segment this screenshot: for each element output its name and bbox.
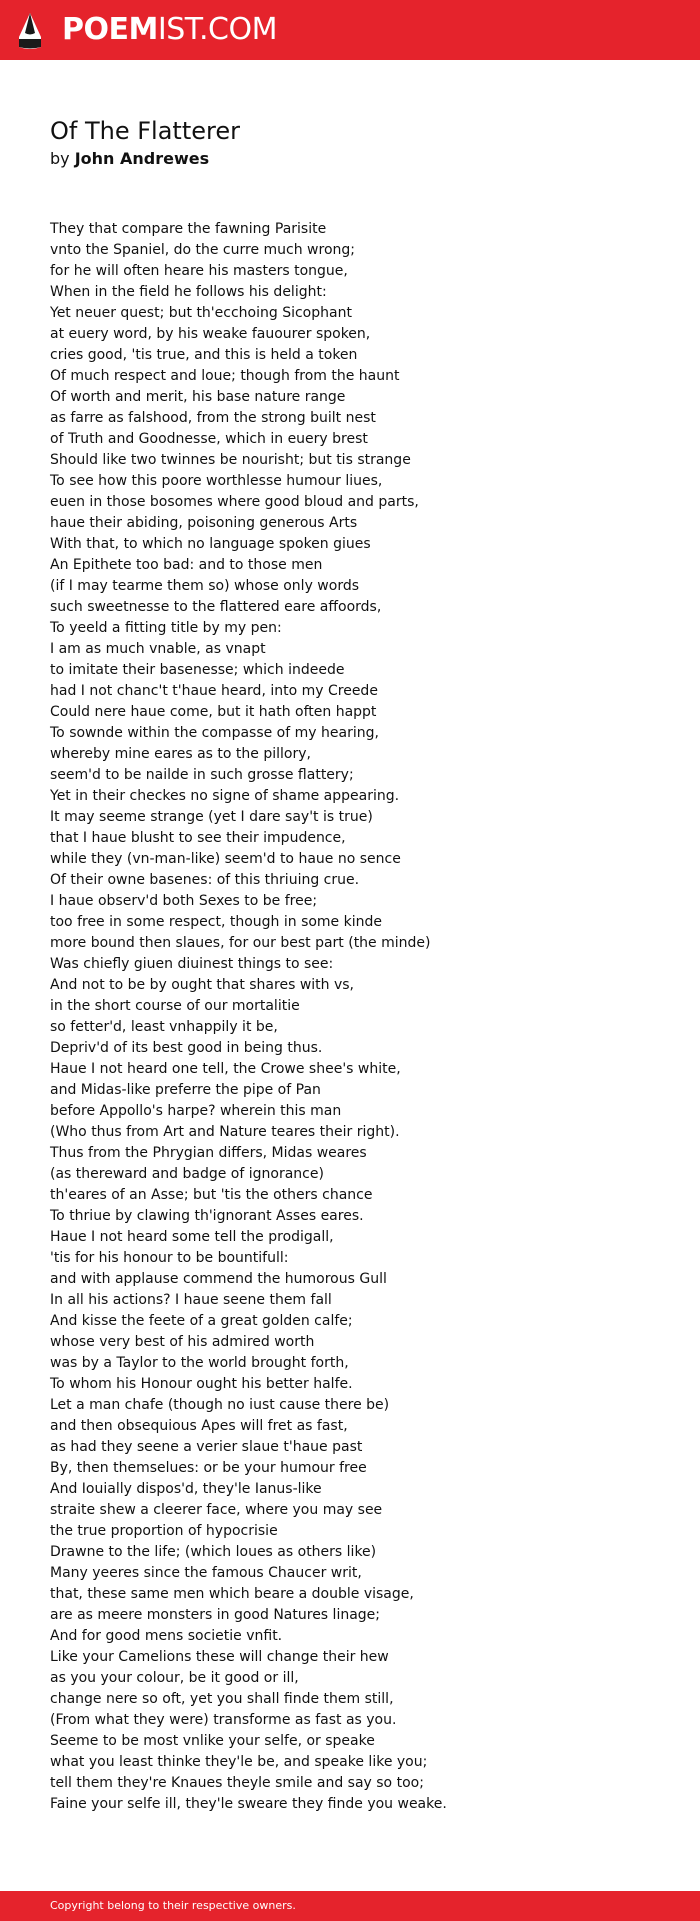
poem-line: straite shew a cleerer face, where you may see <box>50 1502 383 1518</box>
poem-line: so fetter'd, least vnhappily it be, <box>50 1019 278 1035</box>
poem-line: seem'd to be nailde in such grosse flattery; <box>50 767 354 783</box>
poem-line: Of their owne basenes: of this thriuing crue. <box>50 872 360 888</box>
poem-line: as you your colour, be it good or ill, <box>50 1670 299 1686</box>
poem-line: In all his actions? I haue seene them fall <box>50 1292 332 1308</box>
poem-line: (as thereward and badge of ignorance) <box>50 1166 324 1182</box>
poem-line: of Truth and Goodnesse, which in euery brest <box>50 431 368 447</box>
poem-line: I haue observ'd both Sexes to be free; <box>50 893 318 909</box>
poem-line: th'eares of an Asse; but 'tis the others chance <box>50 1187 373 1203</box>
poem-line: vnto the Spaniel, do the curre much wrong; <box>50 242 355 258</box>
poem-line: To see how this poore worthlesse humour liues, <box>50 473 383 489</box>
poem-line: An Epithete too bad: and to those men <box>50 557 323 573</box>
poem-line: Depriv'd of its best good in being thus. <box>50 1040 323 1056</box>
poem-line: euen in those bosomes where good bloud and parts, <box>50 494 419 510</box>
poem-line: Faine your selfe ill, they'le sweare they finde you weake. <box>50 1796 447 1812</box>
poem-line: And not to be by ought that shares with vs, <box>50 977 354 993</box>
poem-line: what you least thinke they'le be, and speake like you; <box>50 1754 428 1770</box>
poem-line: To yeeld a fitting title by my pen: <box>50 620 282 636</box>
poem-line: (From what they were) transforme as fast as you. <box>50 1712 397 1728</box>
poem-line: To sownde within the compasse of my hearing, <box>50 725 379 741</box>
poem-line: By, then themselues: or be your humour free <box>50 1460 367 1476</box>
poem-line: Yet in their checkes no signe of shame appearing. <box>50 788 400 804</box>
poem-line: that I haue blusht to see their impudence, <box>50 830 346 846</box>
poem-line: Haue I not heard one tell, the Crowe shee's white, <box>50 1061 401 1077</box>
site-header <box>0 0 700 60</box>
poem-line: With that, to which no language spoken giues <box>50 536 371 552</box>
by-label: by <box>50 149 70 168</box>
poem-line: (if I may tearme them so) whose only words <box>50 578 360 594</box>
poem-line: to imitate their basenesse; which indeede <box>50 662 345 678</box>
poem-line: as had they seene a verier slaue t'haue past <box>50 1439 363 1455</box>
poem-line: before Appollo's harpe? wherein this man <box>50 1103 342 1119</box>
poem-line: in the short course of our mortalitie <box>50 998 300 1014</box>
poem-line: Haue I not heard some tell the prodigall, <box>50 1229 334 1245</box>
poem-title: Of The Flatterer <box>50 117 240 145</box>
poem-line: while they (vn-man-like) seem'd to haue no sence <box>50 851 401 867</box>
poem-line: as farre as falshood, from the strong built nest <box>50 410 376 426</box>
poem-line: And kisse the feete of a great golden calfe; <box>50 1313 353 1329</box>
poem-line: Of much respect and loue; though from the haunt <box>50 368 400 384</box>
poem-line: haue their abiding, poisoning generous Arts <box>50 515 358 531</box>
poem-line: Of worth and merit, his base nature range <box>50 389 346 405</box>
poem-line: (Who thus from Art and Nature teares their right). <box>50 1124 400 1140</box>
poem-line: too free in some respect, though in some kinde <box>50 914 382 930</box>
poem-line: Drawne to the life; (which loues as others like) <box>50 1544 377 1560</box>
poem-line: and with applause commend the humorous Gull <box>50 1271 387 1287</box>
poem-line: whereby mine eares as to the pillory, <box>50 746 311 762</box>
poem-line: that, these same men which beare a double visage, <box>50 1586 414 1602</box>
poem-line: When in the field he follows his delight: <box>50 284 327 300</box>
poem-line: To whom his Honour ought his better halfe. <box>50 1376 353 1392</box>
poem-line: Was chiefly giuen diuinest things to see: <box>50 956 334 972</box>
poem-line: and Midas-like preferre the pipe of Pan <box>50 1082 321 1098</box>
poem-line: tell them they're Knaues theyle smile and say so too; <box>50 1775 424 1791</box>
author-name: John Andrewes <box>74 149 210 168</box>
poem-line: such sweetnesse to the flattered eare affoords, <box>50 599 382 615</box>
site-logo[interactable] <box>62 10 277 50</box>
poem-line: I am as much vnable, as vnapt <box>50 641 266 657</box>
copyright-text: Copyright belong to their respective owners. <box>50 1899 296 1912</box>
poem-line: Yet neuer quest; but th'ecchoing Sicophant <box>50 305 352 321</box>
poem-line: To thriue by clawing th'ignorant Asses eares. <box>50 1208 364 1224</box>
poem-body <box>50 219 670 1815</box>
poem-line: for he will often heare his masters tongue, <box>50 263 348 279</box>
poem-line: more bound then slaues, for our best part (the minde) <box>50 935 431 951</box>
poem-line: are as meere monsters in good Natures linage; <box>50 1607 380 1623</box>
poem-line: at euery word, by his weake fauourer spoken, <box>50 326 371 342</box>
poem-line: Should like two twinnes be nourisht; but tis strange <box>50 452 411 468</box>
poem-line: the true proportion of hypocrisie <box>50 1523 278 1539</box>
site-footer <box>0 1891 700 1921</box>
poem-line: 'tis for his honour to be bountifull: <box>50 1250 289 1266</box>
poem-line: Could nere haue come, but it hath often happt <box>50 704 377 720</box>
byline <box>50 148 209 170</box>
poem-line: Seeme to be most vnlike your selfe, or speake <box>50 1733 375 1749</box>
poem-line: It may seeme strange (yet I dare say't is true) <box>50 809 373 825</box>
poem-line: was by a Taylor to the world brought forth, <box>50 1355 349 1371</box>
poem-line: They that compare the fawning Parisite <box>50 221 327 237</box>
poem-line: change nere so oft, yet you shall finde them still, <box>50 1691 394 1707</box>
poem-line: Let a man chafe (though no iust cause there be) <box>50 1397 390 1413</box>
poem-line: Like your Camelions these will change their hew <box>50 1649 389 1665</box>
poem-line: Thus from the Phrygian differs, Midas weares <box>50 1145 367 1161</box>
poem-line: Many yeeres since the famous Chaucer writ, <box>50 1565 362 1581</box>
poem-line: And for good mens societie vnfit. <box>50 1628 283 1644</box>
poem-line: and then obsequious Apes will fret as fast, <box>50 1418 348 1434</box>
pen-nib-icon[interactable] <box>17 11 43 51</box>
poem-line: whose very best of his admired worth <box>50 1334 315 1350</box>
poem-line: cries good, 'tis true, and this is held a token <box>50 347 358 363</box>
logo-text-bold: POEM <box>62 12 158 47</box>
logo-text-light: IST.COM <box>157 12 277 47</box>
poem-line: had I not chanc't t'haue heard, into my Creede <box>50 683 378 699</box>
poem-line: And Iouially dispos'd, they'le Ianus-like <box>50 1481 322 1497</box>
